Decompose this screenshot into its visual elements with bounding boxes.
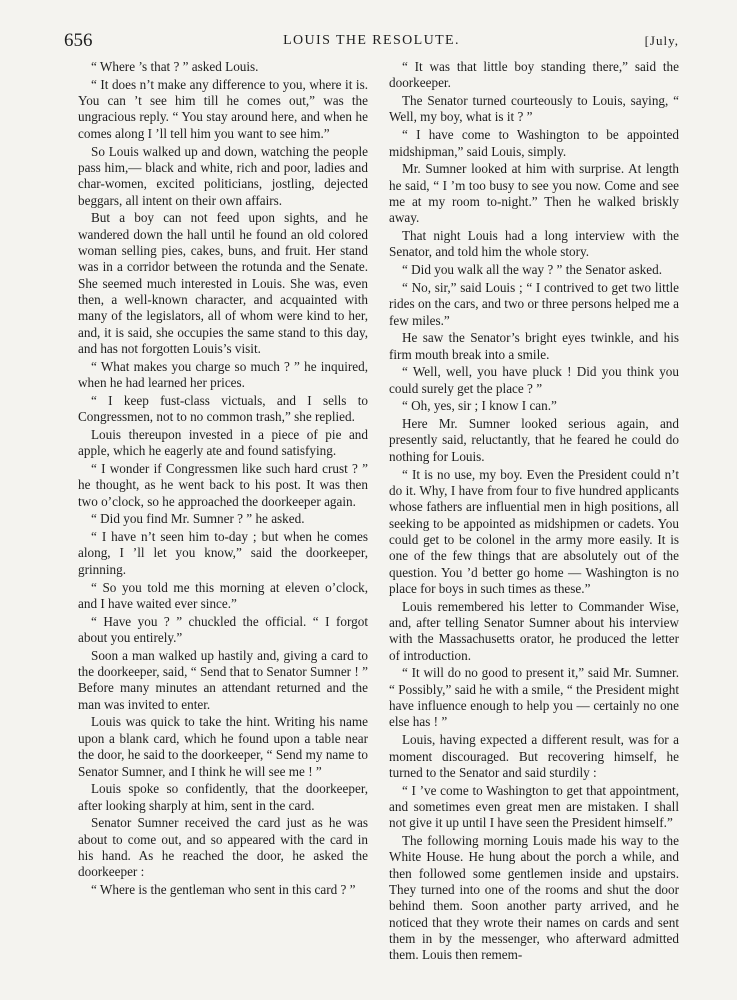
running-title: LOUIS THE RESOLUTE. (283, 33, 460, 48)
right-column (389, 59, 679, 965)
paragraph: Louis spoke so confidently, that the doorkeeper, after looking sharply at him, sent in the card. (78, 781, 368, 813)
paragraph: “ Oh, yes, sir ; I know I can.” (402, 398, 557, 414)
left-column (78, 59, 368, 900)
paragraph: “ I keep fust-class victuals, and I sells to Congressmen, not to no common trash,” she replied. (78, 392, 368, 425)
paragraph: Here Mr. Sumner looked serious again, and presently said, reluctantly, that he feared he could do nothing for Louis. (389, 416, 679, 464)
running-month: [July, (644, 33, 679, 48)
paragraph: “ Have you ? ” chuckled the official. “ I forgot about you entirely.” (78, 613, 368, 645)
paragraph: The Senator turned courteously to Louis, saying, “ Well, my boy, what is it ? ” (389, 93, 679, 125)
paragraph: “ Where ’s that ? ” asked Louis. (91, 59, 259, 74)
paragraph: “ What makes you charge so much ? ” he inquired, when he had learned her prices. (78, 358, 368, 391)
paragraph: He saw the Senator’s bright eyes twinkle, and his firm mouth break into a smile. (389, 330, 679, 362)
paragraph: Louis thereupon invested in a piece of pie and apple, which he eagerly ate and found satisfying. (78, 426, 368, 459)
paragraph: “ Well, well, you have pluck ! Did you think you could surely get the place ? ” (389, 364, 679, 396)
paragraph: “ Where is the gentleman who sent in this card ? ” (91, 882, 356, 898)
paragraph: Louis, having expected a different result, was for a moment discouraged. But recovering himself, he turned to the Senator and said sturdily : (389, 732, 679, 780)
paragraph: Mr. Sumner looked at him with surprise. At length he said, “ I ’m too busy to see you now. Come and see me at my room to-night.” Then he walked briskly away. (389, 161, 679, 226)
page-number: 656 (64, 30, 93, 51)
paragraph: That night Louis had a long interview with the Senator, and told him the whole story. (389, 228, 679, 260)
paragraph: “ It is no use, my boy. Even the President could n’t do it. Why, I have from four to five hundred applicants whose fathers are influential men in high positions, all seeking to be appointed as midshipmen or cadets. You could get to be colonel in the army more easily. It is one of the few things that are absolutely out of the question. You ’d better go home — Washington is no place for boys in such times as these.” (389, 466, 679, 596)
paragraph: Louis remembered his letter to Commander Wise, and, after telling Senator Sumner about his interview with the Massachusetts orator, he produced the letter of introduction. (389, 598, 679, 663)
paragraph: “ It will do no good to present it,” said Mr. Sumner. “ Possibly,” said he with a smile, “ the President might have influence enough to help you — certainly no one else has ! ” (389, 665, 679, 730)
paragraph: “ I have come to Washington to be appointed midshipman,” said Louis, simply. (389, 127, 679, 159)
paragraph: “ Did you walk all the way ? ” the Senator asked. (402, 262, 663, 278)
paragraph: Senator Sumner received the card just as he was about to come out, and so appeared with the card in his hand. As he reached the door, he asked the doorkeeper : (78, 815, 368, 880)
paragraph: “ I ’ve come to Washington to get that appointment, and sometimes even great men are mistaken. I shall not give it up until I have seen the President himself.” (389, 782, 679, 831)
paragraph: But a boy can not feed upon sights, and he wandered down the hall until he found an old colored woman selling pies, cakes, buns, and fruit. Her stand was in a corridor between the rotunda and the Senate. She seemed much interested in Louis. She was, even then, a well-known character, and acquainted with many of the legislators, all of whom were kind to her, and, it is said, she occupies the same stand to this day, and has not forgotten Louis’s visit. (78, 210, 368, 357)
paragraph: “ Did you find Mr. Sumner ? ” he asked. (91, 511, 305, 527)
paragraph: “ No, sir,” said Louis ; “ I contrived to get two little rides on the cars, and two or three persons helped me a few miles.” (389, 279, 679, 328)
paragraph: Soon a man walked up hastily and, giving a card to the doorkeeper, said, “ Send that to Senator Sumner ! ” Before many minutes an attendant returned and the man was invited to enter. (78, 647, 368, 712)
paragraph: The following morning Louis made his way to the White House. He hung about the porch a while, and then followed some gentlemen inside and upstairs. They turned into one of the rooms and shut the door behind them. Soon another party arrived, and he noticed that they wrote their names on cards and sent them in by the messenger, who afterward admitted them. Louis then remem- (389, 833, 679, 963)
paragraph: “ It was that little boy standing there,” said the doorkeeper. (389, 59, 679, 91)
paragraph: So Louis walked up and down, watching the people pass him,— black and white, rich and poor, ladies and char-women, excited politicians, jostling, dejected beggars, all intent on their own affairs. (78, 143, 368, 208)
paragraph: “ It does n’t make any difference to you, where it is. You can ’t see him till he comes out,” was the ungracious reply. “ You stay around here, and when he comes along I ’ll tell him you want to see him.” (78, 76, 368, 141)
paragraph: “ I wonder if Congressmen like such hard crust ? ” he thought, as he went back to his post. It was then two o’clock, so he approached the doorkeeper again. (78, 460, 368, 509)
running-header (64, 30, 679, 52)
paragraph: Louis was quick to take the hint. Writing his name upon a blank card, which he found upon a table near the door, he said to the doorkeeper, “ Send my name to Senator Sumner, and I think he will see me ! ” (78, 714, 368, 779)
paragraph: “ I have n’t seen him to-day ; but when he comes along, I ’ll let you know,” said the doorkeeper, grinning. (78, 529, 368, 577)
paragraph: “ So you told me this morning at eleven o’clock, and I have waited ever since.” (78, 579, 368, 611)
